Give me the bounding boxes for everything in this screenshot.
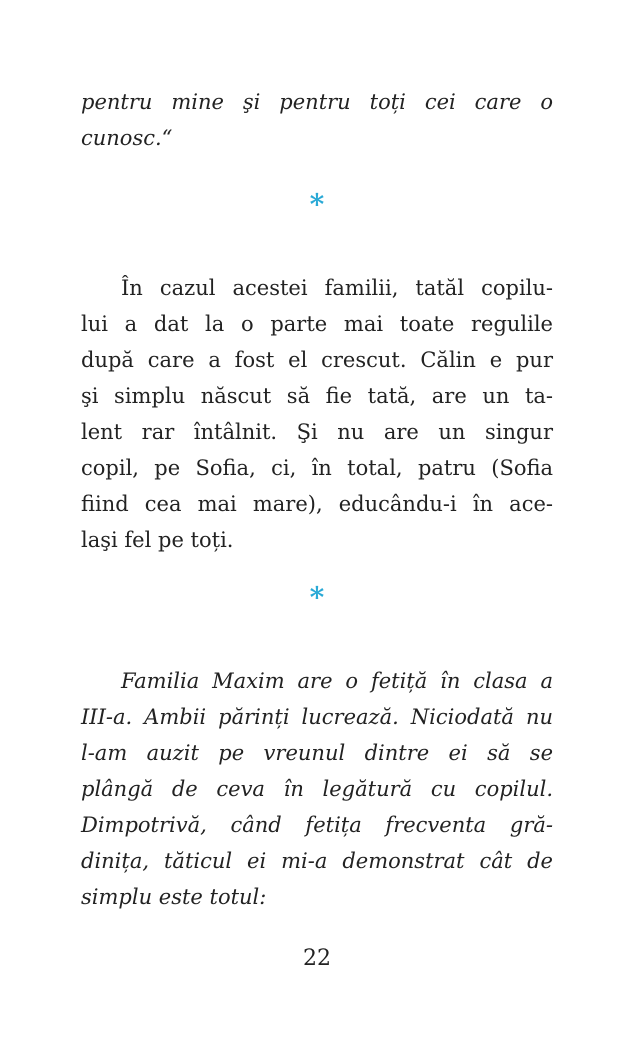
paragraph-line: fiind cea mai mare), educându-i în ace- [81,492,553,516]
paragraph-line: l-am auzit pe vreunul dintre ei să se [81,741,553,765]
paragraph-line: Familia Maxim are o fetiță în clasa a [121,669,553,693]
page-number: 22 [303,946,331,971]
paragraph-line: lui a dat la o parte mai toate regulile [81,312,553,336]
section-separator-asterisk: * [309,188,325,221]
paragraph-line: dinița, tăticul ei mi-a demonstrat cât de [81,849,553,873]
section-separator-asterisk: * [309,581,325,614]
paragraph-line: Dimpotrivă, când fetița frecventa gră- [81,813,553,837]
quote-line: cunosc.“ [81,126,173,150]
paragraph-line: după care a fost el crescut. Călin e pur [81,348,553,372]
paragraph-line: În cazul acestei familii, tatăl copilu- [121,276,553,300]
paragraph-line: copil, pe Sofia, ci, în total, patru (Sofia [81,456,553,480]
paragraph-line: laşi fel pe toți. [81,528,234,552]
paragraph-line: plângă de ceva în legătură cu copilul. [81,777,553,801]
book-page [81,0,553,1064]
paragraph-line: şi simplu născut să fie tată, are un ta- [81,384,553,408]
paragraph-line: lent rar întâlnit. Şi nu are un singur [81,420,553,444]
quote-line: pentru mine şi pentru toți cei care o [81,90,553,114]
paragraph-line: simplu este totul: [81,885,267,909]
paragraph-line: III-a. Ambii părinți lucrează. Niciodată nu [81,705,553,729]
